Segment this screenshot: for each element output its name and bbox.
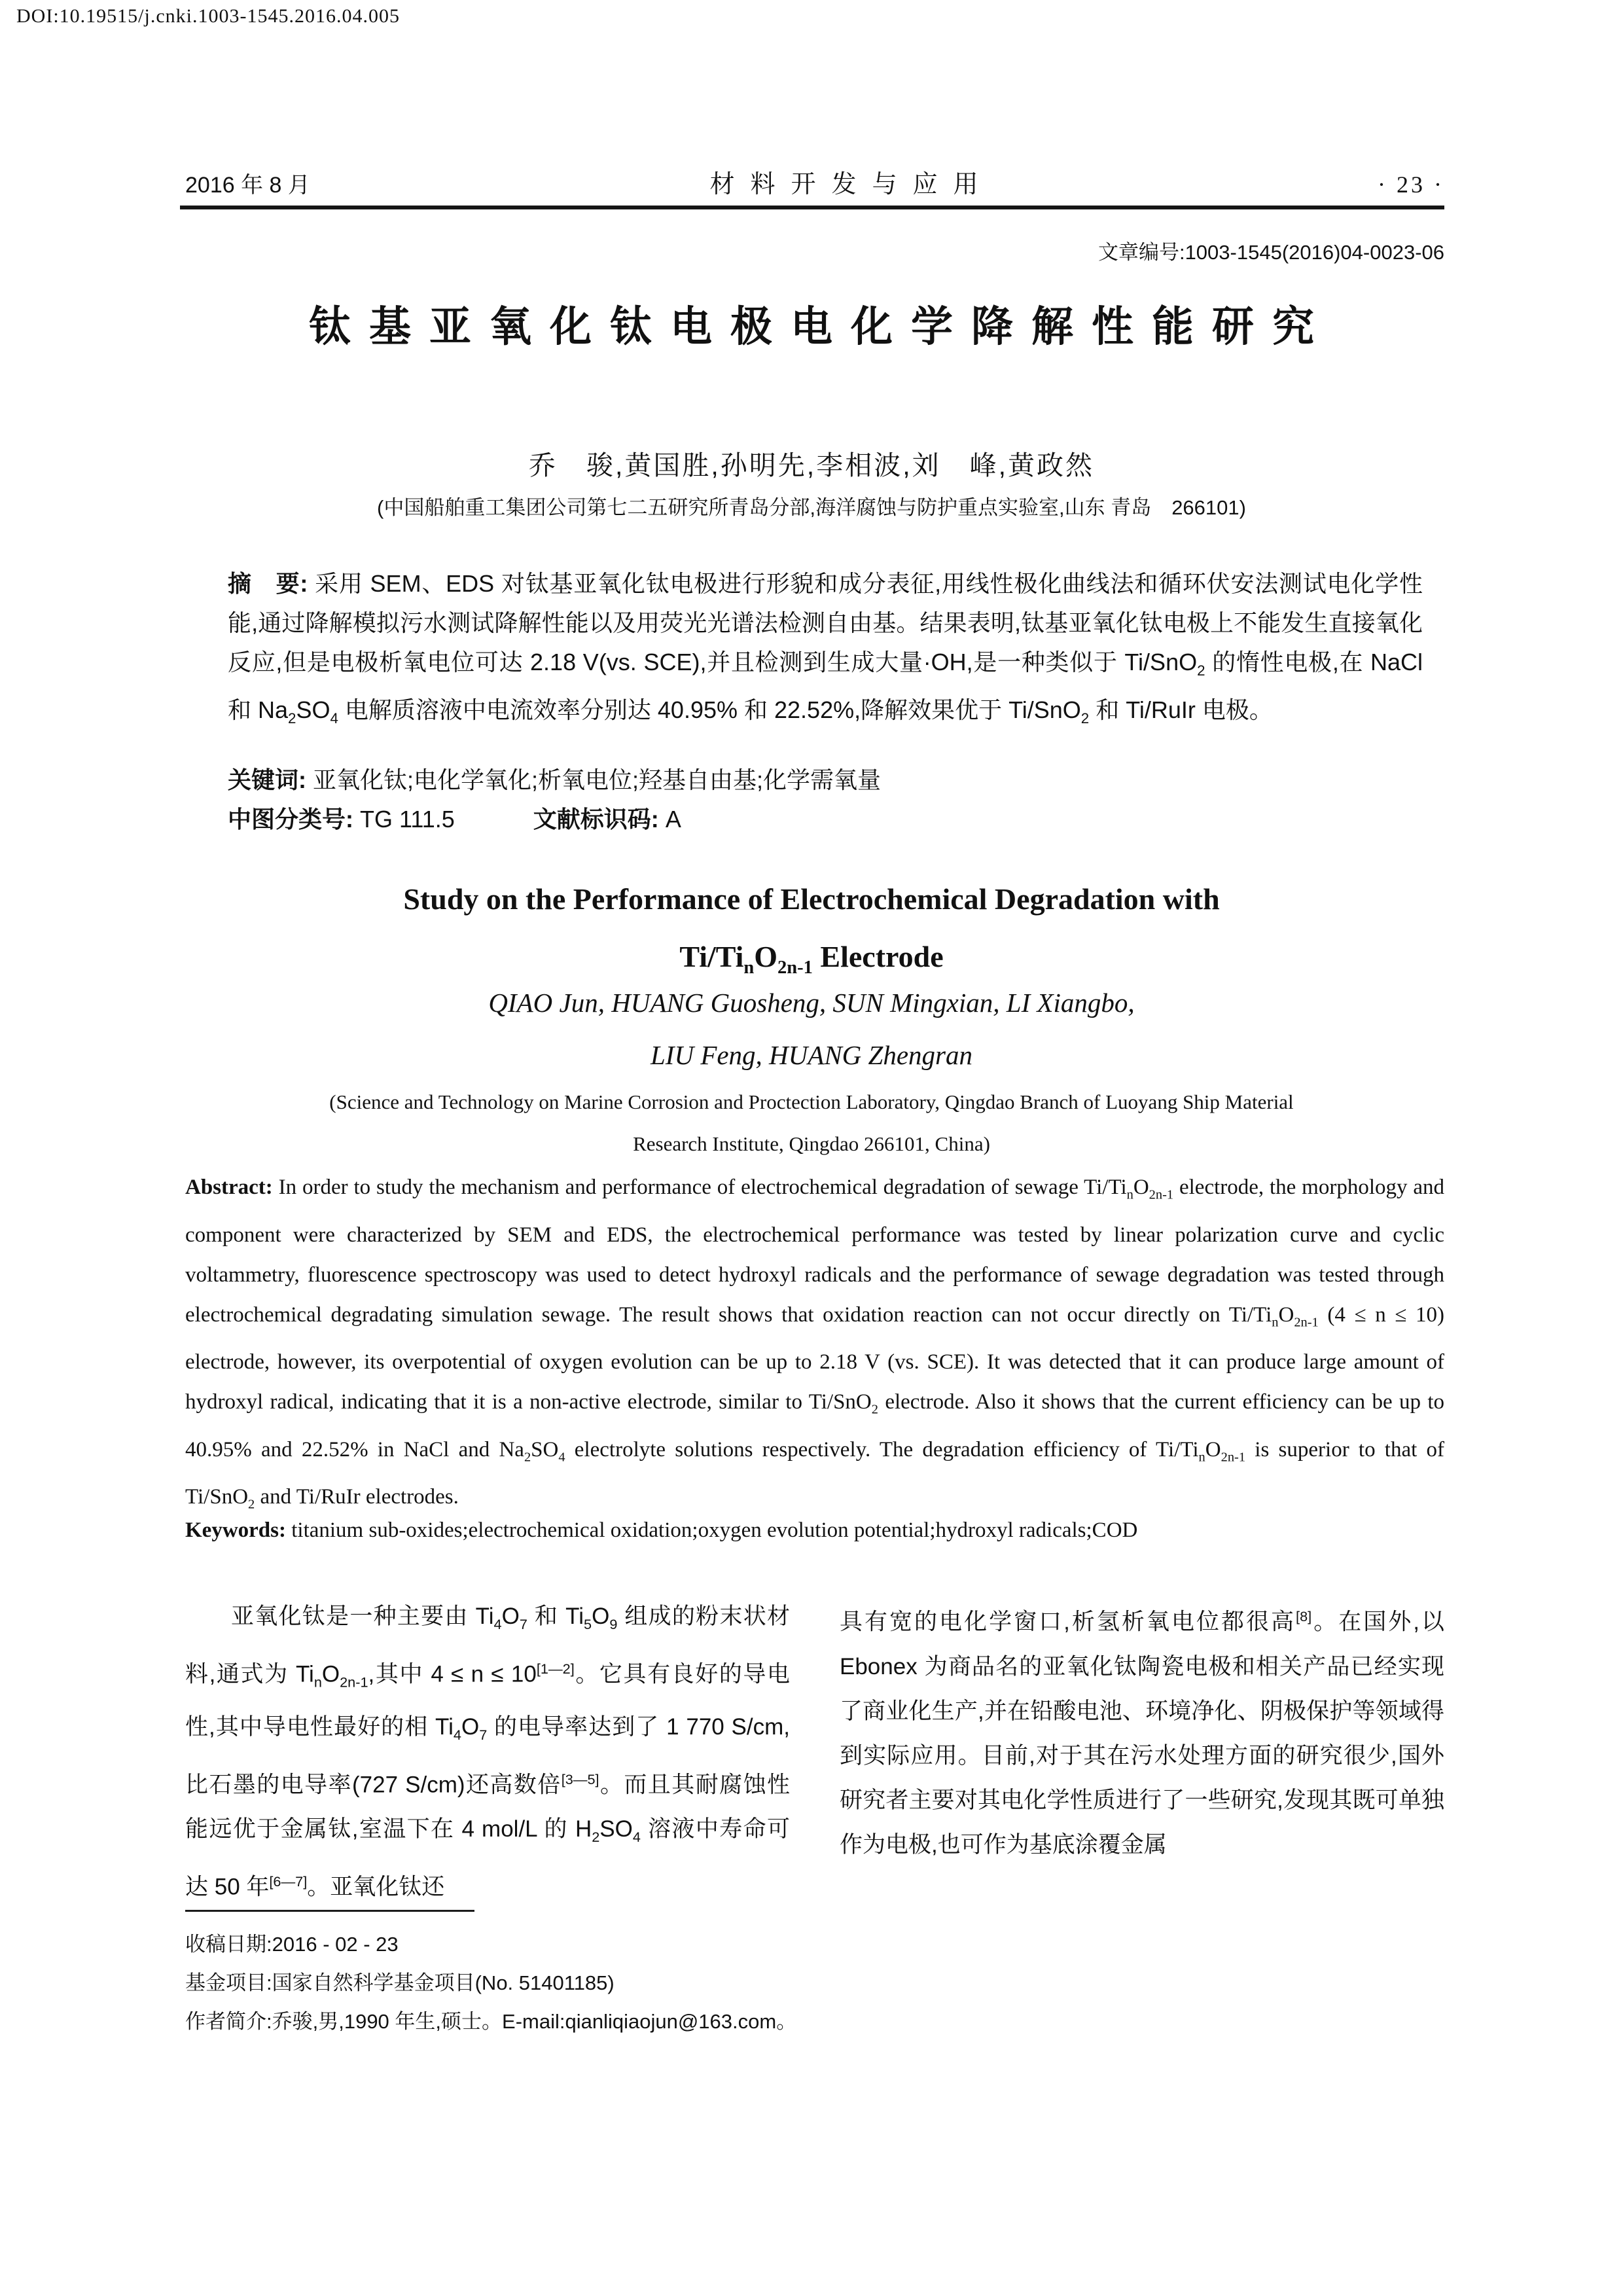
- authors-en-line1: QIAO Jun, HUANG Guosheng, SUN Mingxian, LI Xiangbo,: [488, 988, 1135, 1018]
- doi-text: DOI:10.19515/j.cnki.1003-1545.2016.04.005: [16, 5, 400, 27]
- clc-label: 中图分类号:: [228, 806, 353, 833]
- running-header: [185, 164, 1444, 200]
- clc-value: TG 111.5: [360, 806, 455, 833]
- footnote-fund-project: 基金项目:国家自然科学基金项目(No. 51401185): [185, 1971, 615, 1994]
- body-column-right: 具有宽的电化学窗口,析氢析氧电位都很高[8]。在国外,以 Ebonex 为商品名的亚氧化钛陶瓷电极和相关产品已经实现了商业化生产,并在铅酸电池、环境净化、阴极保护等领域得到实际应用。目前,对于其在污水处理方面的研究很少,国外研究者主要对其电化学性质进行了一些研究,发现其既可单独作为电极,也可作为基底涂覆金属: [840, 1608, 1444, 1857]
- keywords-en-text: titanium sub-oxides;electrochemical oxidation;oxygen evolution potential;hydroxyl radicals;COD: [291, 1518, 1138, 1542]
- footnote-rule: [185, 1910, 474, 1912]
- body-column-left: 亚氧化钛是一种主要由 $Ti_4O_7$ 和 $Ti_5O_9$ 组成的粉末状材料,通式为 $Ti_nO_{2n-1}$,其中 4 ≤ n ≤ 10[1—2]。它具有良好的导电性,其中导电性最好的相 $Ti_4O_7$ 的电导率达到了 1 770 S/cm,比石墨的电导率(727 S/cm)还高数倍[3—5]。而且其耐腐蚀性能远优于金属钛,室温下在 4 mol/L 的 $H_2SO_4$ 溶液中寿命可达 50 年[6—7]。亚氧化钛还: [185, 1604, 790, 1900]
- page-number: · 23 ·: [1378, 171, 1444, 198]
- footnote-author-bio: 作者简介:乔骏,男,1990 年生,硕士。E-mail:qianliqiaojun@163.com。: [185, 2010, 797, 2033]
- paper-title-cn: 钛基亚氧化钛电极电化学降解性能研究: [309, 303, 1332, 350]
- doc-code-value: A: [665, 806, 681, 833]
- abstract-cn: [228, 564, 1423, 738]
- keywords-cn-text: 亚氧化钛;电化学氧化;析氧电位;羟基自由基;化学需氧量: [313, 766, 882, 793]
- affiliation-en: [0, 1081, 1623, 1165]
- affiliation-en-line2: Research Institute, Qingdao 266101, China): [633, 1132, 990, 1155]
- abstract-cn-label: 摘 要:: [228, 570, 308, 597]
- issue-date: 2016 年 8 月: [185, 173, 310, 198]
- affiliation-en-line1: (Science and Technology on Marine Corrosion and Proctection Laboratory, Qingdao Branch of Luoyang Ship Material: [329, 1090, 1294, 1113]
- header-rule: [180, 206, 1444, 209]
- keywords-en: [185, 1518, 1444, 1543]
- authors-en-line2: LIU Feng, HUANG Zhengran: [651, 1040, 972, 1070]
- affiliation-cn: (中国船舶重工集团公司第七二五研究所青岛分部,海洋腐蚀与防护重点实验室,山东 青岛 266101): [377, 496, 1246, 519]
- abstract-en-text: In order to study the mechanism and performance of electrochemical degradation of sewage $Ti/Ti_nO_{2n-1}$ electrode, the morphology and component were characterized by SEM and EDS, the electrochemical performance was tested by linear polarization curve and cyclic voltammetry, fluorescence spectroscopy was used to detect hydroxyl radicals and the performance of sewage degradation was tested through electrochemical degradating simulation sewage. The result shows that oxidation reaction can not occur directly on $Ti/Ti_nO_{2n-1}$ (4 ≤ n ≤ 10) electrode, however, its overpotential of oxygen evolution can be up to 2.18 V (vs. SCE). It was detected that it can produce large amount of hydroxyl radical, indicating that it is a non-active electrode, similar to Ti/SnO$_2$ electrode. Also it shows that the current efficiency can be up to 40.95% and 22.52% in NaCl and $Na_2SO_4$ electrolyte solutions respectively. The degradation efficiency of $Ti/Ti_nO_{2n-1}$ is superior to that of Ti/SnO$_2$ and Ti/RuIr electrodes.: [185, 1175, 1445, 1512]
- body-columns: [185, 1594, 1444, 1910]
- footnote-block: [185, 1910, 1101, 2041]
- keywords-en-label: Keywords:: [185, 1518, 286, 1542]
- authors-en: [0, 977, 1623, 1081]
- abstract-en-label: Abstract:: [185, 1175, 273, 1199]
- abstract-en: [185, 1168, 1444, 1525]
- footnote-received-date: 收稿日期:2016 - 02 - 23: [185, 1933, 399, 1956]
- doc-code-label: 文献标识码:: [533, 806, 659, 833]
- keywords-cn: [228, 762, 1423, 795]
- article-number: 文章编号:1003-1545(2016)04-0023-06: [1097, 241, 1444, 264]
- abstract-cn-text: 采用 SEM、EDS 对钛基亚氧化钛电极进行形貌和成分表征,用线性极化曲线法和循环伏安法测试电化学性能,通过降解模拟污水测试降解性能以及用荧光光谱法检测自由基。结果表明,钛基亚氧化钛电极上不能发生直接氧化反应,但是电极析氧电位可达 2.18 V(vs. SCE),并且检测到生成大量·OH,是一种类似于 Ti/SnO$_2$ 的惰性电极,在 NaCl 和 $Na_2SO_4$ 电解质溶液中电流效率分别达 40.95% 和 22.52%,降解效果优于 Ti/SnO$_2$ 和 Ti/RuIr 电极。: [228, 570, 1423, 727]
- authors-cn: 乔 骏,黄国胜,孙明先,李相波,刘 峰,黄政然: [529, 450, 1094, 480]
- paper-title-en-line1: Study on the Performance of Electrochemical Degradation with: [403, 882, 1220, 916]
- paper-title-en-line2: $Ti/Ti_nO_{2n-1}$ Electrode: [679, 940, 944, 978]
- keywords-cn-label: 关键词:: [228, 766, 306, 793]
- journal-name: 材料开发与应用: [709, 171, 994, 198]
- clc-line: [228, 801, 1423, 834]
